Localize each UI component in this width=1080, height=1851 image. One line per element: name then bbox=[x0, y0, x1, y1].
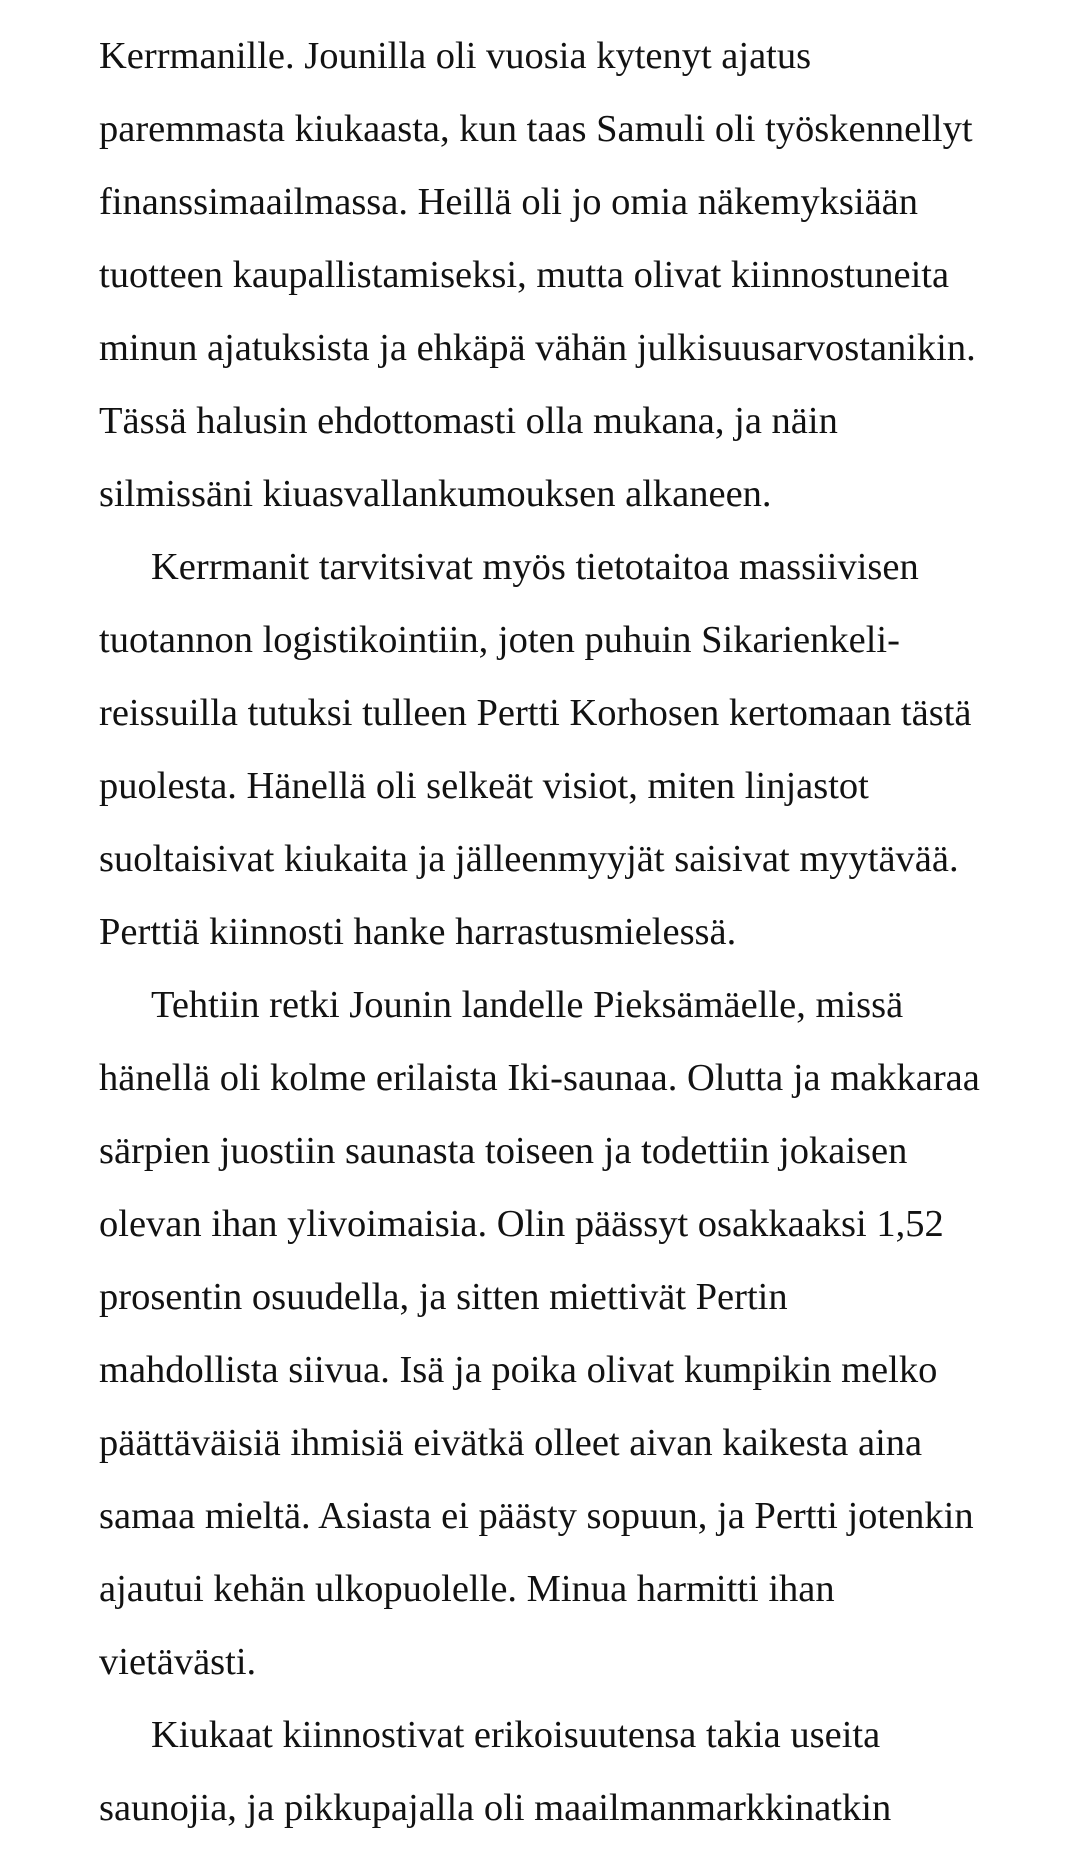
text-line: Tehtiin retki Jounin landelle Pieksämäelle, missä bbox=[151, 984, 904, 1026]
text-line: tuotteen kaupallistamiseksi, mutta olivat kiinnostuneita bbox=[99, 254, 950, 296]
book-text bbox=[99, 20, 1039, 1845]
text-line: finanssimaailmassa. Heillä oli jo omia näkemyksiään bbox=[99, 181, 918, 223]
text-line: puolesta. Hänellä oli selkeät visiot, miten linjastot bbox=[99, 765, 869, 807]
text-line: saunojia, ja pikkupajalla oli maailmanmarkkinatkin bbox=[99, 1787, 892, 1829]
text-line: olevan ihan ylivoimaisia. Olin päässyt osakkaaksi 1,52 bbox=[99, 1203, 944, 1245]
text-line: ajautui kehän ulkopuolelle. Minua harmitti ihan bbox=[99, 1568, 835, 1610]
text-line: paremmasta kiukaasta, kun taas Samuli oli työskennellyt bbox=[99, 108, 973, 150]
text-line: mahdollista siivua. Isä ja poika olivat kumpikin melko bbox=[99, 1349, 938, 1391]
text-line: suoltaisivat kiukaita ja jälleenmyyjät saisivat myytävää. bbox=[99, 838, 959, 880]
text-line: Tässä halusin ehdottomasti olla mukana, ja näin bbox=[99, 400, 838, 442]
paragraph-2 bbox=[99, 531, 1039, 969]
text-line: tuotannon logistikointiin, joten puhuin Sikarienkeli- bbox=[99, 619, 900, 661]
text-line: vietävästi. bbox=[99, 1641, 257, 1683]
text-line: silmissäni kiuasvallankumouksen alkaneen. bbox=[99, 473, 772, 515]
paragraph-4 bbox=[99, 1699, 1039, 1845]
text-line: Kiukaat kiinnostivat erikoisuutensa takia useita bbox=[151, 1714, 881, 1756]
text-line: reissuilla tutuksi tulleen Pertti Korhosen kertomaan tästä bbox=[99, 692, 972, 734]
text-line: prosentin osuudella, ja sitten miettivät Pertin bbox=[99, 1276, 788, 1318]
text-line: päättäväisiä ihmisiä eivätkä olleet aivan kaikesta aina bbox=[99, 1422, 923, 1464]
text-line: hänellä oli kolme erilaista Iki-saunaa. Olutta ja makkaraa bbox=[99, 1057, 980, 1099]
paragraph-1 bbox=[99, 20, 1039, 531]
text-line: Kerrmanit tarvitsivat myös tietotaitoa massiivisen bbox=[151, 546, 919, 588]
text-line: Perttiä kiinnosti hanke harrastusmielessä. bbox=[99, 911, 737, 953]
text-line: minun ajatuksista ja ehkäpä vähän julkisuusarvostanikin. bbox=[99, 327, 976, 369]
text-line: samaa mieltä. Asiasta ei päästy sopuun, ja Pertti jotenkin bbox=[99, 1495, 974, 1537]
paragraph-3 bbox=[99, 969, 1039, 1699]
text-line: särpien juostiin saunasta toiseen ja todettiin jokaisen bbox=[99, 1130, 908, 1172]
text-line: Kerrmanille. Jounilla oli vuosia kytenyt ajatus bbox=[99, 35, 812, 77]
